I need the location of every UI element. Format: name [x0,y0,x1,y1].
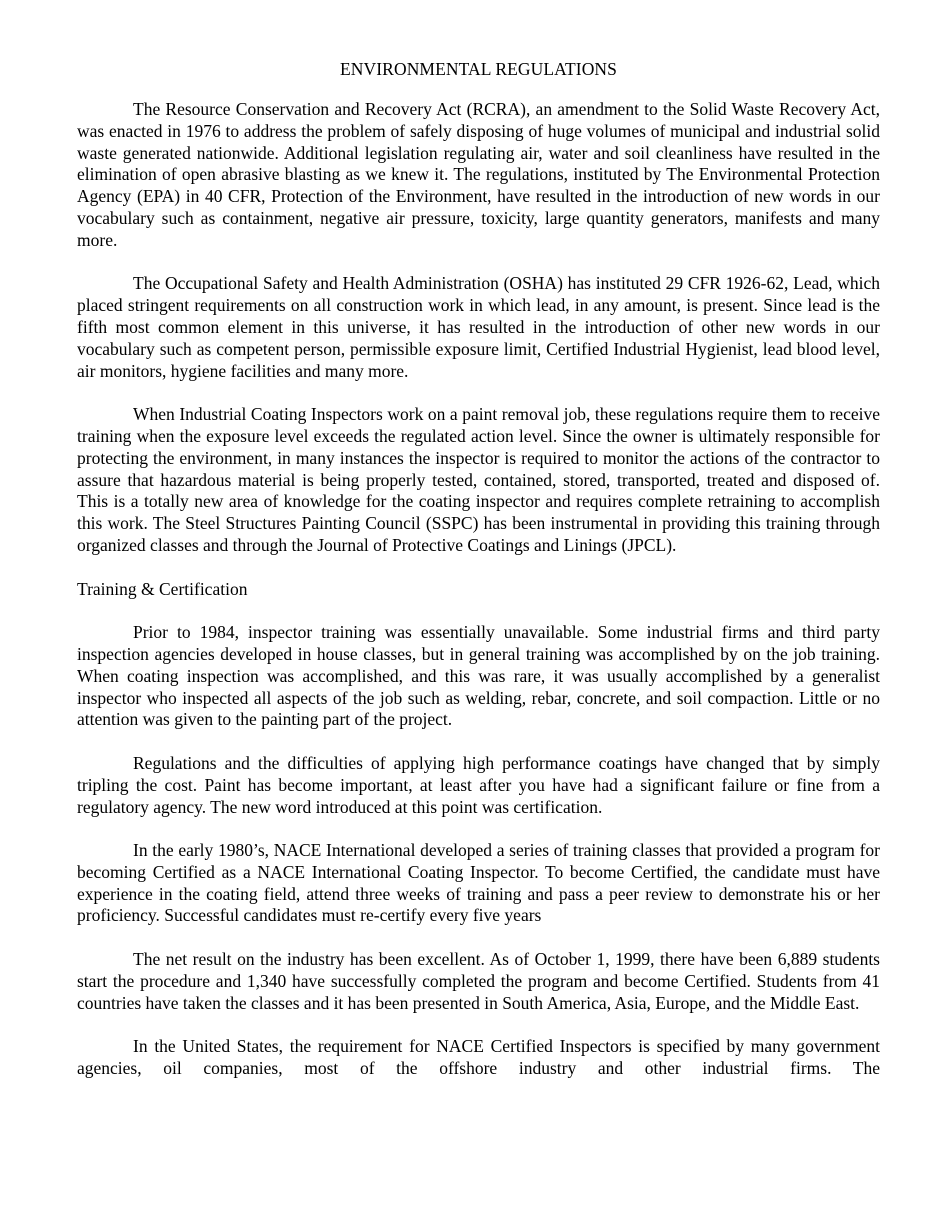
paragraph-nace-1980s: In the early 1980’s, NACE International developed a series of training classes that provided a program for becoming Certified as a NACE International Coating Inspector. To become Certified, the candidate must have experience in the coating field, attend three weeks of training and pass a peer review to demonstrate his or her proficiency. Successful candidates must re-certify every five years [77,840,880,926]
paragraph-prior-1984: Prior to 1984, inspector training was essentially unavailable. Some industrial firms and third party inspection agencies developed in house classes, but in general training was accomplished by on the job training. When coating inspection was accomplished, and this was rare, it was usually accomplished by a generalist inspector who inspected all aspects of the job such as welding, rebar, concrete, and soil compaction. Little or no attention was given to the painting part of the project. [77,622,880,730]
paragraph-osha: The Occupational Safety and Health Administration (OSHA) has instituted 29 CFR 1926-62, Lead, which placed stringent requirements on all construction work in which lead, in any amount, is present. Since lead is the fifth most common element in this universe, it has resulted in the introduction of other new words in our vocabulary such as competent person, permissible exposure limit, Certified Industrial Hygienist, lead blood level, air monitors, hygiene facilities and many more. [77,273,880,381]
paragraph-united-states: In the United States, the requirement for NACE Certified Inspectors is specified by many government agencies, oil companies, most of the offshore industry and other industrial firms. The [77,1036,880,1079]
paragraph-rcra: The Resource Conservation and Recovery Act (RCRA), an amendment to the Solid Waste Recovery Act, was enacted in 1976 to address the problem of safely disposing of huge volumes of municipal and industrial solid waste generated nationwide. Additional legislation regulating air, water and soil cleanliness have resulted in the elimination of open abrasive blasting as we knew it. The regulations, instituted by The Environmental Protection Agency (EPA) in 40 CFR, Protection of the Environment, have resulted in the introduction of new words in our vocabulary such as containment, negative air pressure, toxicity, large quantity generators, manifests and many more. [77,99,880,250]
paragraph-net-result: The net result on the industry has been excellent. As of October 1, 1999, there have been 6,889 students start the procedure and 1,340 have successfully completed the program and become Certified. Students from 41 countries have taken the classes and it has been presented in South America, Asia, Europe, and the Middle East. [77,949,880,1013]
section-heading: Training & Certification [77,578,248,599]
page-title: ENVIRONMENTAL REGULATIONS [339,59,618,79]
paragraph-inspectors: When Industrial Coating Inspectors work on a paint removal job, these regulations require them to receive training when the exposure level exceeds the regulated action level. Since the owner is ultimately responsible for protecting the environment, in many instances the inspector is required to monitor the actions of the contractor to assure that hazardous material is being properly tested, contained, stored, transported, treated and disposed of. This is a totally new area of knowledge for the coating inspector and requires complete retraining to accomplish this work. The Steel Structures Painting Council (SSPC) has been instrumental in providing this training through organized classes and through the Journal of Protective Coatings and Linings (JPCL). [77,404,880,555]
paragraph-regulations: Regulations and the difficulties of applying high performance coatings have changed that by simply tripling the cost. Paint has become important, at least after you have had a significant failure or fine from a regulatory agency. The new word introduced at this point was certification. [77,752,880,817]
